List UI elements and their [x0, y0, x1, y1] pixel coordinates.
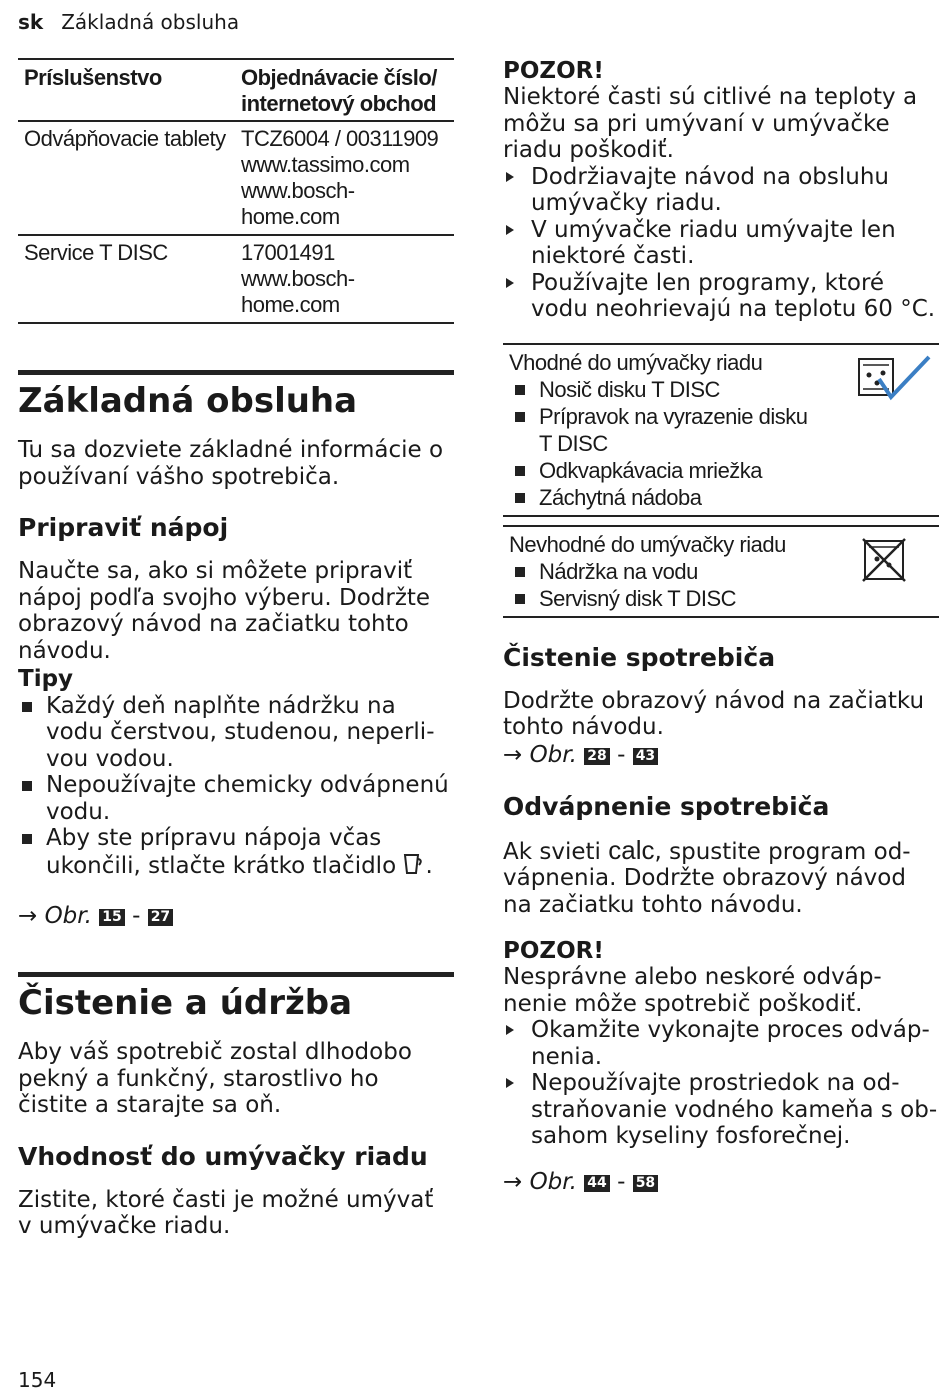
box-title: Nevhodné do umývačky riadu [509, 531, 786, 557]
section-text: Zistite, ktoré časti je možné umývať v umývačke riadu. [18, 1186, 434, 1239]
warning-list [503, 164, 939, 323]
page-header [18, 10, 239, 34]
left-column [18, 58, 454, 1240]
link-text: www.tassimo.com [241, 152, 410, 177]
list-item: V umývačke riadu umývajte len niektoré časti. [503, 217, 939, 270]
section-title-basic-operation: Základná obsluha [18, 370, 454, 423]
figure-reference: → Obr. 15 - 27 [18, 902, 454, 930]
section-text: Ak svieti calc, spustite program od-vápnenia. Dodržte obrazový návod na začiatku tohto návodu. [503, 834, 911, 918]
list-item: Nepoužívajte prostriedok na od-straňovanie vodného kameňa s ob-sahom kyseliny fosforečnej. [503, 1070, 939, 1150]
section-title-dishwasher: Vhodnosť do umývačky riadu [18, 1141, 428, 1171]
cup-button-icon [403, 852, 425, 883]
list-item: Nádržka na vodu [509, 558, 933, 585]
table-cell-item: Service T DISC [24, 240, 168, 265]
order-number: TCZ6004 / 00311909 [241, 126, 439, 151]
section-title-descaling: Odvápnenie spotrebiča [503, 791, 830, 821]
accessories-table [18, 58, 454, 324]
list-item: Aby ste prípravu nápoja včas ukončili, stlačte krátko tlačidlo . [18, 825, 454, 882]
list-item: Používajte len programy, ktoré vodu neohrievajú na teplotu 60 °C. [503, 270, 939, 323]
dishwasher-safe-icon [857, 353, 933, 403]
header-title: Základná obsluha [61, 10, 240, 34]
section-text: Naučte sa, ako si môžete pripraviť nápoj podľa svojho výberu. Dodržte obrazový návod na začiatku tohto návodu. [18, 558, 431, 664]
section-text: Dodržte obrazový návod na začiatku tohto návodu. [503, 687, 925, 740]
section-title-appliance-cleaning: Čistenie spotrebiča [503, 642, 776, 672]
table-header-row [18, 59, 454, 121]
list-item: Nepoužívajte chemicky odvápnenú vodu. [18, 772, 454, 825]
tips-list [18, 693, 454, 883]
not-dishwasher-safe-icon [861, 535, 909, 585]
list-item: Záchytná nádoba [509, 484, 933, 511]
list-item: Prípravok na vyrazenie disku T DISC [509, 403, 933, 457]
order-number: 17001491 [241, 240, 335, 265]
figure-badge: 27 [148, 909, 173, 926]
table-row [18, 235, 454, 323]
warning-title: POZOR! [503, 938, 604, 964]
warning-list [503, 1017, 939, 1150]
list-item: Nosič disku T DISC [509, 376, 933, 403]
list-item: Každý deň naplňte nádržku na vodu čerstvou, studenou, neperli-vou vodou. [18, 693, 454, 773]
box-title: Vhodné do umývačky riadu [509, 349, 763, 375]
language-code: sk [18, 10, 44, 34]
page-number: 154 [18, 1368, 57, 1392]
list-item: Dodržiavajte návod na obsluhu umývačky riadu. [503, 164, 939, 217]
list-item: Servisný disk T DISC [509, 585, 933, 612]
figure-reference: → Obr. 44 - 58 [503, 1168, 939, 1196]
link-text: www.bosch-home.com [241, 178, 355, 229]
warning-text: Niektoré časti sú citlivé na teploty a môžu sa pri umývaní v umývačke riadu poškodiť. [503, 84, 918, 163]
list-item: Okamžite vykonajte proces odváp-nenia. [503, 1017, 939, 1070]
figure-reference: → Obr. 28 - 43 [503, 741, 939, 769]
dishwasher-safe-box [503, 343, 939, 517]
table-row [18, 121, 454, 235]
calc-display-text: calc [608, 834, 655, 865]
not-dishwasher-safe-box [503, 525, 939, 618]
figure-badge: 15 [99, 909, 124, 926]
list-item: Odkvapkávacia mriežka [509, 457, 933, 484]
right-column [503, 58, 939, 1196]
table-cell-order [235, 121, 454, 235]
figure-badge: 58 [633, 1175, 658, 1192]
link-text: www.bosch-home.com [241, 266, 355, 317]
section-title-prepare-drink: Pripraviť nápoj [18, 513, 229, 542]
section-title-cleaning: Čistenie a údržba [18, 972, 454, 1025]
figure-badge: 28 [584, 748, 609, 765]
warning-text: Nesprávne alebo neskoré odváp-nenie môže spotrebič poškodiť. [503, 964, 882, 1017]
table-header-order: Objednávacie číslo/ internetový obchod [241, 65, 437, 116]
table-header-accessory: Príslušenstvo [24, 65, 162, 90]
table-cell-order [235, 235, 454, 323]
table-cell-item: Odvápňovacie tablety [24, 126, 226, 151]
tips-title: Tipy [18, 666, 74, 692]
warning-title: POZOR! [503, 58, 604, 84]
section-text: Tu sa dozviete základné informácie o používaní vášho spotrebiča. [18, 437, 444, 490]
figure-badge: 44 [584, 1175, 609, 1192]
figure-badge: 43 [633, 748, 658, 765]
section-text: Aby váš spotrebič zostal dlhodobo pekný a funkčný, starostlivo ho čistite a starajte sa oň. [18, 1039, 412, 1118]
